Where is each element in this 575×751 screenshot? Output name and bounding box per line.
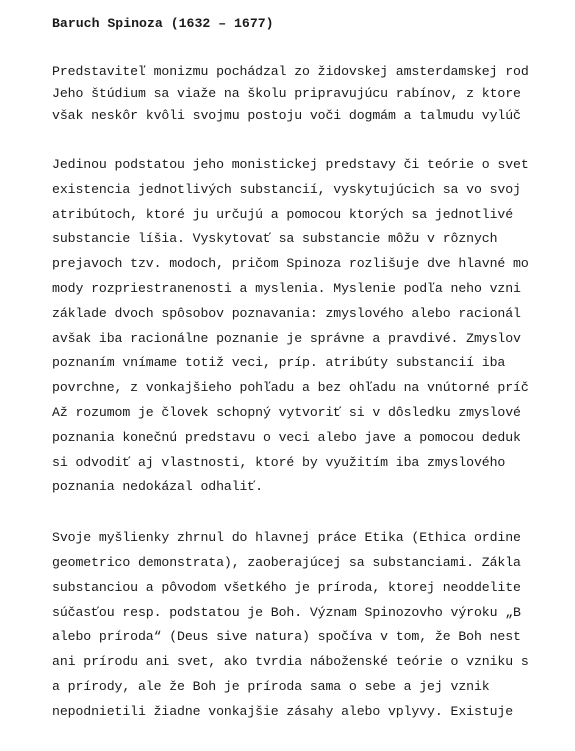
text-line: súčasťou resp. podstatou je Boh. Význam Spinozovho výroku „B xyxy=(52,604,521,620)
text-line: substanciou a pôvodom všetkého je príroda, ktorej neoddelite xyxy=(52,579,521,595)
text-line: však neskôr kvôli svojmu postoju voči dogmám a talmudu vylúč xyxy=(52,108,521,123)
paragraph-3 xyxy=(52,526,575,724)
text-line: Jeho štúdium sa viaže na školu pripravujúcu rabínov, z ktore xyxy=(52,86,521,101)
text-line: a prírody, ale že Boh je príroda sama o sebe a jej vznik xyxy=(52,678,490,694)
text-line: prejavoch tzv. modoch, pričom Spinoza rozlišuje dve hlavné mo xyxy=(52,256,529,272)
text-line: ani prírodu ani svet, ako tvrdia náboženské teórie o vzniku s xyxy=(52,654,529,670)
text-line: Predstaviteľ monizmu pochádzal zo židovskej amsterdamskej rod xyxy=(52,64,529,79)
document-title: Baruch Spinoza (1632 – 1677) xyxy=(52,16,274,31)
text-line: existencia jednotlivých substancií, vyskytujúcich sa vo svoj xyxy=(52,181,521,197)
text-line: substancie líšia. Vyskytovať sa substancie môžu v rôznych xyxy=(52,231,498,247)
text-line: Svoje myšlienky zhrnul do hlavnej práce Etika (Ethica ordine xyxy=(52,530,521,546)
document-page xyxy=(52,14,575,751)
text-line: atribútoch, ktoré ju určujú a pomocou ktorých sa jednotlivé xyxy=(52,206,514,222)
text-line: si odvodiť aj vlastnosti, ktoré by využitím iba zmyslového xyxy=(52,454,506,470)
text-line: poznaním vnímame totiž veci, príp. atribúty substancií iba xyxy=(52,355,506,371)
text-line: Jedinou podstatou jeho monistickej predstavy či teórie o svet xyxy=(52,157,529,172)
text-line: nepodnietili žiadne vonkajšie zásahy alebo vplyvy. Existuje xyxy=(52,703,514,719)
text-line: avšak iba racionálne poznanie je správne a pravdivé. Zmyslov xyxy=(52,330,521,346)
text-line: základe dvoch spôsobov poznavania: zmyslového alebo racionál xyxy=(52,305,521,321)
text-line: alebo príroda“ (Deus sive natura) spočíva v tom, že Boh nest xyxy=(52,629,521,645)
text-line: poznania konečnú predstavu o veci alebo jave a pomocou deduk xyxy=(52,429,521,445)
text-line: poznania nedokázal odhaliť. xyxy=(52,479,263,495)
paragraph-2 xyxy=(52,153,575,500)
text-line: mody rozpriestranenosti a myslenia. Myslenie podľa neho vzni xyxy=(52,280,521,296)
text-line: povrchne, z vonkajšieho pohľadu a bez ohľadu na vnútorné príč xyxy=(52,380,529,396)
text-line: geometrico demonstrata), zaoberajúcej sa substanciami. Zákla xyxy=(52,554,521,570)
text-line: Až rozumom je človek schopný vytvoriť si v dôsledku zmyslové xyxy=(52,404,521,420)
paragraph-1 xyxy=(52,61,575,127)
